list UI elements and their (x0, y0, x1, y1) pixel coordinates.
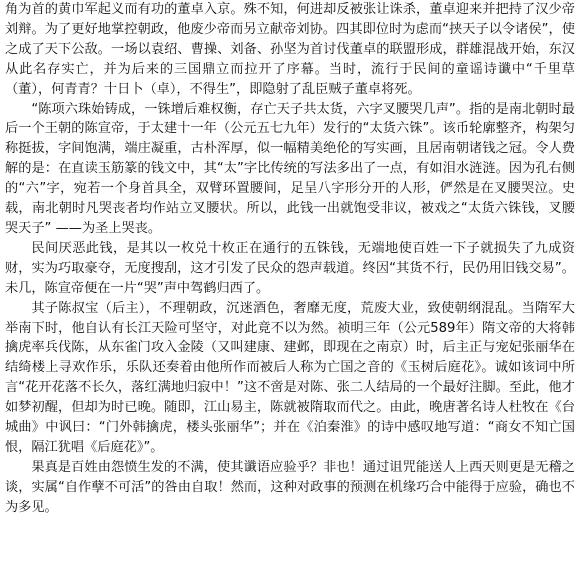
paragraph-chen-shubao: 其子陈叔宝（后主），不理朝政，沉迷酒色，奢靡无度，荒废大业，致使朝纲混乱。当隋军大举南下时，他自认有长江天险可坚守，对此竟不以为然。祯明三年（公元589年）隋文帝的大将韩擒虎率兵伐陈，从东雀门攻入金陵（又叫建康、建邺，即现在之南京）时，后主正与宠妃张丽华在结绮楼上寻欢作乐，乐队还奏着由他所作而被后人称为亡国之音的《玉树后庭花》。诚如该词中所言“花开花落不长久，落红满地归寂中！”这不啻是对陈、张二人结局的一个最好注脚。至此，他才如梦初醒，但却为时已晚。随即，江山易主，陈就被隋取而代之。由此，晚唐著名诗人杜牧在《台城曲》中讽曰：“门外韩擒虎，楼头张丽华”；并在《泊秦淮》的诗中感叹地写道：“商女不知亡国恨，隔江犹唱《后庭花》”。 (5, 300, 575, 455)
paragraph-coin-description: “陈项六珠始铸成，一铢增后难权衡，存亡天子共太货，六字叉腰哭几声”。指的是南北朝时最后一个王朝的陈宣帝，于太建十一年（公元五七九年）发行的“太货六铢”。该币轮廓整齐，构架匀称挺拔，字间饱满，端庄凝重，古朴浑厚，似一幅精美绝伦的写实画，且居南朝诸钱之冠。令人费解的是：在直读玉筋篆的钱文中，其“太”字比传统的写法多出了一点，有如泪水涟涟。因为孔右侧的“六”字，宛若一个身首具全，双臂环置腰间，足呈八字形分开的人形，俨然是在叉腰哭泣。史载，南北朝时凡哭丧者均作站立叉腰状。所以，此钱一出就饱受非议，被戏之“太货六铢钱，叉腰哭天子” ——为圣上哭丧。 (5, 101, 575, 236)
article-text (5, 0, 575, 518)
paragraph-public-resentment: 民间厌恶此钱，是其以一枚兑十枚正在通行的五铢钱，无端地使百姓一下子就损失了九成资财，实为巧取豪夺，无度搜刮，这才引发了民众的怨声载道。终因“其货不行，民仍用旧钱交易”。未几，陈宣帝便在一片“哭”声中驾鹤归西了。 (5, 240, 575, 296)
paragraph-conclusion: 果真是百姓由怨愤生发的不满，使其谶语应验乎？非也！通过诅咒能送人上西天则更是无稽之谈，实属“自作孽不可活”的咎由自取！然而，这种对政事的预测在机缘巧合中能得于应验，确也不为多见。 (5, 459, 575, 515)
paragraph-dong-zhuo: 角为首的黄巾军起义而有功的董卓入京。殊不知，何进却反被张让诛杀，董卓迎来并把持了汉少帝刘辩。为了更好地掌控朝政，他废少帝而另立献帝刘协。四其即位时为虑而“挟天子以令诸侯”，使之成了天下公敌。一场以袁绍、曹操、刘备、孙坚为首讨伐董卓的联盟形成，群雄混战开始，东汉从此名存实亡，并为后来的三国鼎立而拉开了序幕。当时，流行于民间的童谣诗谶中“千里草（董），何青青？十日卜（卓），不得生”，即隐射了乱臣贼子董卓将死。 (5, 2, 575, 97)
